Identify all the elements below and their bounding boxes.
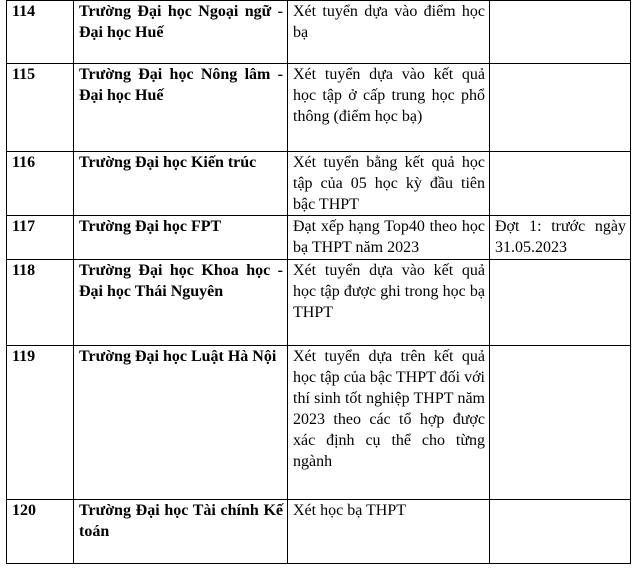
admission-time [490, 1, 631, 64]
admission-time [490, 260, 631, 346]
table-row [7, 346, 631, 500]
row-number: 116 [7, 152, 74, 216]
admission-method: Xét tuyển dựa vào kết quả học tập ở cấp trung học phổ thông (điểm học bạ) [288, 64, 490, 152]
table-row [7, 1, 631, 64]
school-name: Trường Đại học Tài chính Kế toán [74, 500, 288, 564]
admission-method: Xét học bạ THPT [288, 500, 490, 564]
admission-method: Xét tuyển dựa vào điểm học bạ [288, 1, 490, 64]
table-row [7, 64, 631, 152]
row-number: 118 [7, 260, 74, 346]
school-name: Trường Đại học Nông lâm - Đại học Huế [74, 64, 288, 152]
admission-method: Đạt xếp hạng Top40 theo học bạ THPT năm 2023 [288, 216, 490, 260]
table-row [7, 500, 631, 564]
admission-time [490, 500, 631, 564]
school-name: Trường Đại học Luật Hà Nội [74, 346, 288, 500]
row-number: 119 [7, 346, 74, 500]
row-number: 114 [7, 1, 74, 64]
admission-method: Xét tuyển dựa vào kết quả học tập được ghi trong học bạ THPT [288, 260, 490, 346]
row-number: 120 [7, 500, 74, 564]
table-row [7, 260, 631, 346]
school-name: Trường Đại học FPT [74, 216, 288, 260]
admission-method: Xét tuyển bằng kết quả học tập của 05 học kỳ đầu tiên bậc THPT [288, 152, 490, 216]
school-name: Trường Đại học Khoa học - Đại học Thái Nguyên [74, 260, 288, 346]
admission-time: Đợt 1: trước ngày 31.05.2023 [490, 216, 631, 260]
row-number: 115 [7, 64, 74, 152]
row-number: 117 [7, 216, 74, 260]
table-row [7, 216, 631, 260]
admission-method: Xét tuyển dựa trên kết quả học tập của bậc THPT đối với thí sinh tốt nghiệp THPT năm 2023 theo các tổ hợp được xác định cụ thể cho từng ngành [288, 346, 490, 500]
school-name: Trường Đại học Kiến trúc [74, 152, 288, 216]
school-name: Trường Đại học Ngoại ngữ - Đại học Huế [74, 1, 288, 64]
admission-time [490, 64, 631, 152]
table-row [7, 152, 631, 216]
admissions-table [6, 0, 631, 564]
admission-time [490, 152, 631, 216]
admission-time [490, 346, 631, 500]
